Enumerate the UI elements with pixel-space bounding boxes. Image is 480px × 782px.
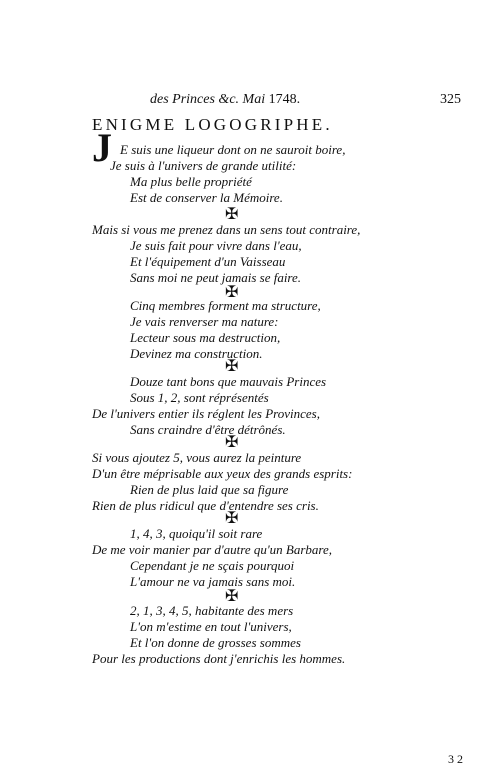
verse-line: De l'univers entier ils réglent les Provinces, [92, 406, 320, 421]
ornament-icon: ✠ [225, 432, 239, 451]
verse-line: Je suis fait pour vivre dans l'eau, [130, 238, 302, 253]
verse-line: 2, 1, 3, 4, 5, habitante des mers [130, 603, 294, 618]
verse-line: Rien de plus ridicul que d'entendre ses cris. [92, 498, 319, 513]
ornament-icon: ✠ [225, 508, 239, 527]
verse-line: L'amour ne va jamais sans moi. [130, 574, 296, 589]
verse-line: De me voir manier par d'autre qu'un Barbare, [92, 542, 333, 557]
ornament-icon: ✠ [225, 356, 239, 375]
page-title: ENIGME LOGOGRIPHE. [92, 115, 333, 134]
verse-line: Je suis à l'univers de grande utilité: [110, 158, 297, 173]
verse-line: Je vais renverser ma nature: [130, 314, 279, 329]
verse-line: Sous 1, 2, sont réprésentés [130, 390, 269, 405]
verse-line: Est de conserver la Mémoire. [130, 190, 283, 205]
verse-line: Devinez ma construction. [130, 346, 263, 361]
running-head: des Princes &c. Mai 1748. [150, 92, 301, 107]
verse-line: Sans craindre d'être détrônés. [130, 422, 286, 437]
verse-line: Mais si vous me prenez dans un sens tout contraire, [92, 222, 361, 237]
verse-line: 1, 4, 3, quoiqu'il soit rare [130, 526, 263, 541]
ornament-icon: ✠ [225, 282, 239, 301]
verse-line: Si vous ajoutez 5, vous aurez la peinture [92, 450, 302, 465]
ornament-icon: ✠ [225, 204, 239, 223]
drop-cap: J [92, 125, 112, 170]
verse-line: L'on m'estime en tout l'univers, [130, 619, 292, 634]
verse-line: Sans moi ne peut jamais se faire. [130, 270, 302, 285]
verse-line: Cependant je ne sçais pourquoi [130, 558, 295, 573]
verse-line: E suis une liqueur dont on ne sauroit boire, [120, 142, 346, 157]
verse-line: Et l'on donne de grosses sommes [130, 635, 301, 650]
verse-line: Douze tant bons que mauvais Princes [130, 374, 327, 389]
verse-line: Rien de plus laid que sa figure [130, 482, 289, 497]
signature-mark: 3 2 [448, 752, 463, 766]
verse-line: Cinq membres forment ma structure, [130, 298, 321, 313]
page-number: 325 [440, 92, 461, 107]
ornament-icon: ✠ [225, 586, 239, 605]
verse-line: Ma plus belle propriété [130, 174, 252, 189]
verse-line: Lecteur sous ma destruction, [130, 330, 281, 345]
verse-line: D'un être méprisable aux yeux des grands esprits: [92, 466, 353, 481]
verse-line: Pour les productions dont j'enrichis les hommes. [92, 651, 346, 666]
verse-line: Et l'équipement d'un Vaisseau [130, 254, 286, 269]
